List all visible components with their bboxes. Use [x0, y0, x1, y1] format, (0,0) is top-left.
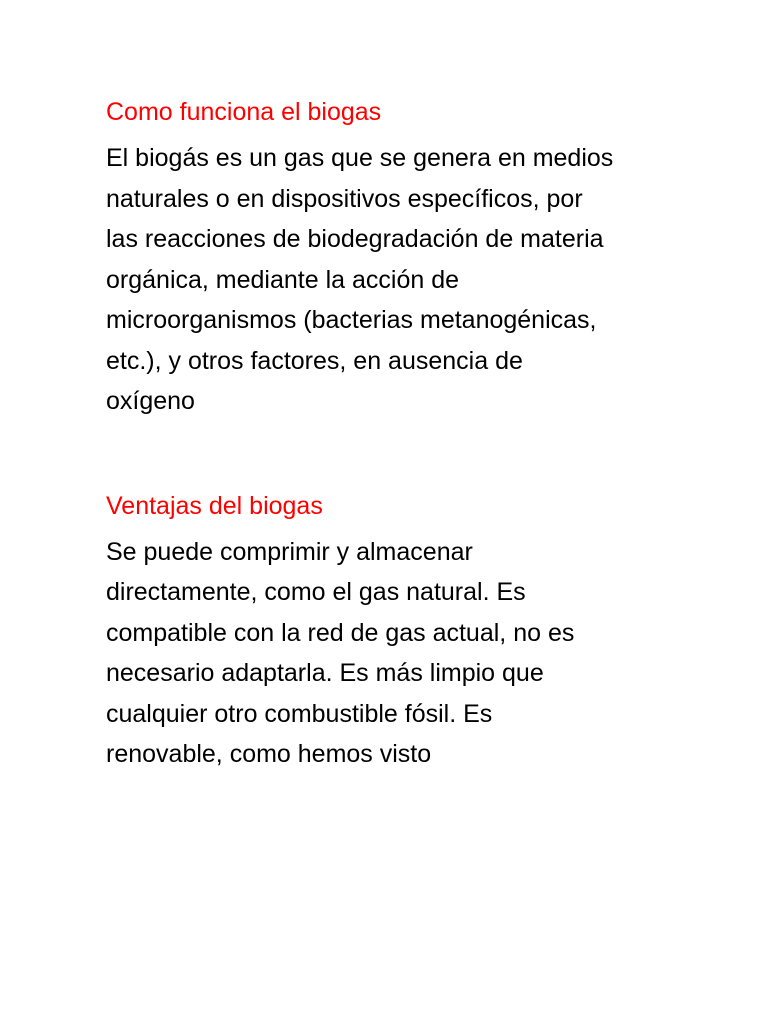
- section-ventajas: [106, 486, 666, 775]
- section-heading: Ventajas del biogas: [106, 491, 323, 520]
- document-page: [106, 92, 666, 775]
- section-heading: Como funciona el biogas: [106, 98, 382, 126]
- section-como-funciona: [106, 92, 666, 422]
- section-paragraph: El biogás es un gas que se genera en medios naturales o en dispositivos específicos, por las reacciones de biodegradación de materia orgánica, mediante la acción de microorganismos (bacterias metanogénicas, etc.), y otros factores, en ausencia de oxígeno: [106, 144, 614, 415]
- section-paragraph: Se puede comprimir y almacenar directamente, como el gas natural. Es compatible con la red de gas actual, no es necesario adaptarla. Es más limpio que cualquier otro combustible fósil. Es renovable, como hemos visto: [106, 537, 575, 768]
